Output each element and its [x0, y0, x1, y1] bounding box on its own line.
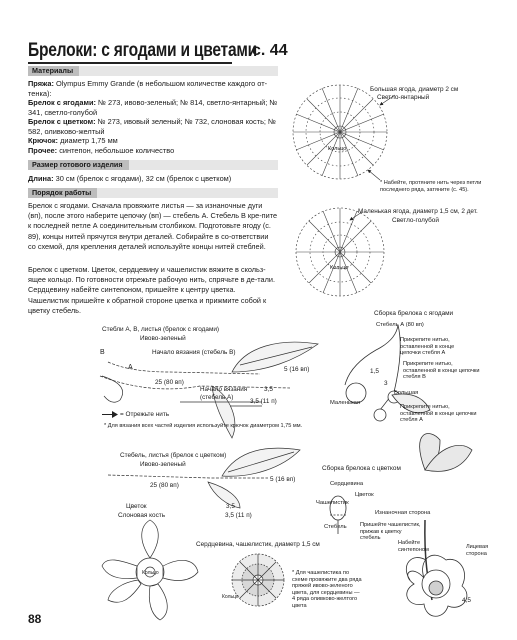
materials-heading: Материалы	[28, 66, 79, 76]
stems-title: Стебли А, В, листья (брелок с ягодами)	[102, 326, 220, 333]
small-berry-chart	[296, 208, 384, 296]
num-1-5: 1,5	[370, 368, 379, 375]
flower-title: Цветок	[126, 503, 147, 510]
procedure-paragraph-flower: Брелок с цветком. Цветок, сердцевину и чашелистик вяжите в скольз-ящее кольцо. По готовности отрежьте рабочую нить, спрячьте в де-тали. Сердцевину набейте синтепоном, пришейте к центру цветка. Чашелистик пришейте к обратной стороне цветка и прижмите собой к цветку стебель.	[28, 265, 275, 315]
small-berry-title: Маленькая ягода, диаметр 1,5 см, 2 дет.	[358, 208, 478, 215]
hook-text: диаметр 1,75 мм	[60, 136, 118, 145]
flower-stem-title: Стебель, листья (брелок с цветком)	[120, 452, 227, 459]
assembly-flower-title: Сборка брелока с цветком	[322, 465, 401, 472]
flower-count-5-16: 5 (16 вп)	[270, 476, 296, 483]
core-ring: Кольцо	[222, 594, 239, 600]
length-label: Длина:	[28, 174, 54, 183]
big-berry-color: Светло-янтарный	[377, 94, 430, 101]
num-3: 3	[384, 380, 388, 387]
sew-note-2: Прикрепите нитью, оставленной в конце цепочки стебля В	[403, 361, 480, 381]
flower-label: Брелок с цветком:	[28, 117, 96, 126]
berries-text: № 273, ивово-зеленый; № 814, светло-янтарный; № 341, светло-голубой	[28, 98, 278, 117]
cut-yarn-icon	[102, 411, 118, 418]
stem-label: Стебель	[324, 524, 347, 530]
small-berry-ring: Кольцо	[330, 265, 349, 271]
core-sepal-chart	[232, 554, 284, 606]
start-stem-a: Начало вязания (стебель А)	[200, 386, 248, 401]
num-4-5: 4,5	[462, 597, 471, 604]
yarn-text: Olympus Emmy Grande (в небольшом количестве каждого от-тенка):	[28, 79, 268, 98]
cut-yarn-label: = Отрежьте нить	[120, 411, 170, 418]
label-large: Большая	[394, 390, 419, 396]
flower-stem-color: Ивово-зеленый	[140, 461, 186, 468]
start-stem-b: Начало вязания (стебель В)	[152, 349, 236, 356]
hook-label: Крючок:	[28, 136, 59, 145]
big-berry-note: * Набейте, протяните нить через петли последнего ряда, затяните (с. 45).	[380, 180, 482, 193]
count-25: 25 (80 вп)	[155, 379, 184, 386]
sepal-label: Чашелистик	[316, 500, 349, 506]
flower-count-3-5-11: 3,5 (11 п)	[225, 512, 252, 519]
label-a: А	[128, 364, 133, 371]
flower-color: Слоновая кость	[118, 512, 166, 519]
big-berry-title: Большая ягода, диаметр 2 см	[370, 86, 459, 93]
procedure-heading: Порядок работы	[28, 188, 97, 198]
flower-count-25: 25 (80 вп)	[150, 482, 179, 489]
label-small: Маленькая	[330, 400, 360, 406]
count-3-5-11: 3,5 (11 п)	[250, 398, 277, 405]
count-3-5: 3,5	[264, 386, 273, 393]
stems-color: Ивово-зеленый	[140, 335, 186, 342]
stuff-note: Набейте синтепоном	[398, 540, 429, 553]
sew-note-1: Прикрепите нитью, оставленной в конце цепочки стебля А	[400, 337, 455, 357]
flower-count-3-5: 3,5	[226, 503, 235, 510]
label-b: В	[100, 349, 105, 356]
berries-label: Брелок с ягодами:	[28, 98, 96, 107]
flower-label: Цветок	[355, 492, 374, 498]
core-label: Сердцевина	[330, 481, 364, 487]
yarn-label: Пряжа:	[28, 79, 54, 88]
other-label: Прочее:	[28, 146, 58, 155]
sew-sepal-note: Пришейте чашелистик, прижав к цветку стебель	[360, 522, 421, 542]
stem-a-label: Стебель А (80 вп)	[376, 322, 424, 328]
sepal-note: * Для чашелистика по схеме провяжите два ряда пряжей ивово-зеленого цвета, для сердцевины — 4 ряда оливково-желтого цвета	[292, 570, 362, 609]
core-title: Сердцевина, чашелистик, диаметр 1,5 см	[196, 541, 320, 548]
assembly-berries-title: Сборка брелока с ягодами	[374, 310, 454, 317]
flower-ring: Кольцо	[142, 570, 159, 576]
hook-note: * Для вязания всех частей изделия используйте крючок диаметром 1,75 мм.	[104, 423, 303, 429]
wrong-side-label: Изнаночная сторона	[375, 510, 431, 516]
count-5-16: 5 (16 вп)	[284, 366, 310, 373]
sew-note-3: Прикрепите нитью, оставленной в конце цепочки стебля А	[400, 404, 477, 424]
page-title: Брелоки: с ягодами и цветами	[28, 40, 257, 61]
page-reference: с. 44	[252, 42, 288, 59]
big-berry-ring: Кольцо	[328, 146, 347, 152]
page-number: 88	[28, 612, 42, 626]
other-text: синтепон, небольшое количество	[59, 146, 175, 155]
flower-text: № 273, ивовый зеленый; № 732, слоновая кость; № 582, оливково-желтый	[28, 117, 276, 136]
small-berry-color: Светло-голубой	[392, 217, 439, 224]
size-heading: Размер готового изделия	[28, 160, 129, 170]
length-text: 30 см (брелок с ягодами), 32 см (брелок с цветком)	[55, 174, 232, 183]
procedure-paragraph-berries: Брелок с ягодами. Сначала провяжите листья — за изнаночные дуги (вп), после этого наберите цепочку (вп) — стебель А. Стебель В кре-пите к последней петле А соединительным столбиком. Подготовьте ягоду (с. 89), концы нитей прячутся внутри деталей. Собирайте в со-ответствии со схемой, для крепления деталей используйте концы нитей стеблей.	[28, 201, 278, 251]
right-side-label: Лицевая сторона	[466, 544, 489, 557]
